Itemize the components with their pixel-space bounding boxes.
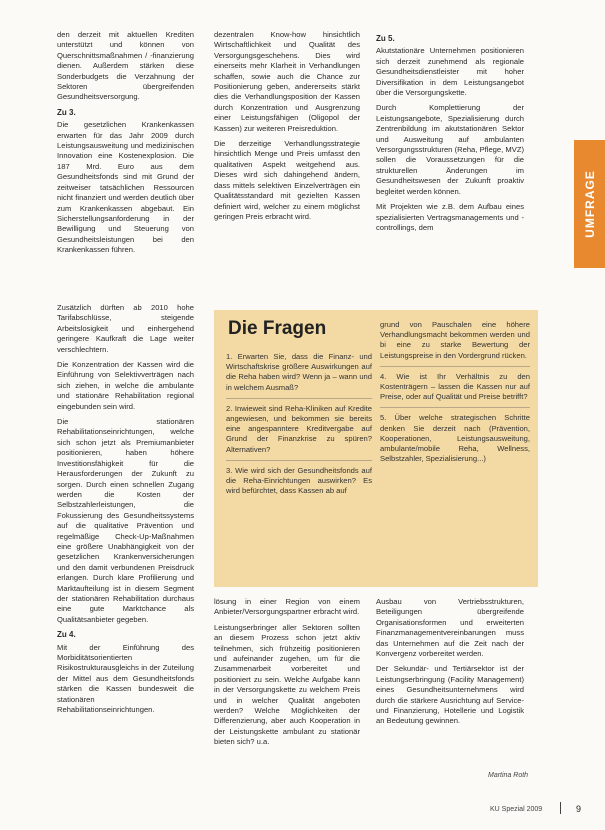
paragraph: Akutstationäre Unternehmen positionieren sich derzeit zunehmend als regionale Gesundheitsdienstleister mit hoher Diversifikation in dem Leistungsangebot über die Versorgungskette. xyxy=(376,46,524,98)
page-number: 9 xyxy=(576,804,582,814)
questions-column-right xyxy=(380,320,530,469)
question-5: 5. Über welche strategischen Schritte denken Sie derzeit nach (Prävention, Kooperationen, Leistungsausweitung, ambulante/mobile Reha, Wellness, Selbstzahler, Spezialisierung...) xyxy=(380,413,530,464)
questions-column-left xyxy=(226,352,372,501)
paragraph: Zusätzlich dürften ab 2010 hohe Tarifabschlüsse, steigende Arbeitslosigkeit und einhergehend geringere Kaufkraft die Lage weiter verschlechtern. xyxy=(57,303,194,354)
column-3-bottom xyxy=(376,597,524,732)
section-tab-label: UMFRAGE xyxy=(582,170,597,238)
question-3-continued: grund von Pauschalen eine höhere Verhandlungsmacht bekommen werden und bi eine zu starke Bewertung der Leistungspreise in den Vordergrund rücken. xyxy=(380,320,530,360)
paragraph: lösung in einer Region von einem Anbieter/Versorgungspartner erbracht wird. xyxy=(214,597,360,617)
paragraph: Die Konzentration der Kassen wird die Einführung von Selektivverträgen nach sich ziehen, in welche die ambulante und stationäre Rehabilitation regional eingebunden sein wird. xyxy=(57,360,194,411)
questions-box xyxy=(214,310,538,587)
questions-title: Die Fragen xyxy=(228,318,327,339)
paragraph: Mit Projekten wie z.B. dem Aufbau eines spezialisierten Vertragsmanagements und -controllings, dem xyxy=(376,202,524,232)
question-2: 2. Inwieweit sind Reha-Kliniken auf Kredite angewiesen, und bekommen sie bereits eine angespanntere Kreditvergabe auf Grund der Finanzkrise zu spüren? Alternativen? xyxy=(226,403,372,454)
column-2-top xyxy=(214,30,360,227)
paragraph: Ausbau von Vertriebsstrukturen, Beteiligungen übergreifende Organisationsformen und erweiterten Finanzmanagementvereinbarungen muss das Unternehmen auf die Zeit nach der Konvergenz vorbereitet werden. xyxy=(376,597,524,659)
paragraph: den derzeit mit aktuellen Krediten unterstützt und können von Querschnittsmaßnahmen / -finanzierung dienen. Außerdem stärken diese Sonderbudgets die Verzahnung der Sektoren übergreifenden Gesundheitsversorgung. xyxy=(57,30,194,102)
paragraph: Leistungserbringer aller Sektoren sollten an diesem Prozess schon jetzt aktiv teilnehmen, sich frühzeitig positionieren und aufeinander zugehen, um für die Zusammenarbeit vorbereitet und positioniert zu sein. Welche Aufgabe kann in der Versorgungskette zu welchem Preis und in welcher Qualität angeboten werden? Welche Möglichkeiten der Differenzierung, aber auch Kooperation in der Leistungskette ambulant zu stationär bieten sich? u.a. xyxy=(214,622,360,747)
footer-divider xyxy=(560,802,561,814)
column-1-bottom xyxy=(57,303,194,720)
paragraph: Mit der Einführung des Morbiditätsorientierten Risikostrukturausgleichs in der Zuteilung der Mittel aus dem Gesundheitsfonds stärken die Kassen bundesweit die stationären Rehabilitationseinrichtungen. xyxy=(57,642,194,715)
paragraph: Die derzeitige Verhandlungsstrategie hinsichtlich Menge und Preis umfasst den qualitativen Aspekt weitgehend aus. Dieses wird sich dahingehend ändern, dass mittels selektiven Einzelverträgen ein Qualitätsstandard mit gezielten Kassen definiert wird, welcher zu einem möglichst geringen Preis erbracht wird. xyxy=(214,139,360,221)
section-tab-umfrage xyxy=(574,140,605,268)
paragraph: Der Sekundär- und Tertiärsektor ist der Leistungserbringung (Facility Management) eines Gesundheitsunternehmens wird durch die stärkere Ausrichtung auf Service- und Finanzierung, Hotellerie und Logistik an Bedeutung gewinnen. xyxy=(376,664,524,726)
paragraph: Durch Komplettierung der Leistungsangebote, Spezialisierung durch Zentrenbildung im akutstationären Sektor und Ausweitung auf ambulanten Versorgungsstrukturen (Reha, Pflege, MVZ) sollen die Voraussetzungen für die strukturellen Änderungen im Gesundheitswesen der Zukunft proaktiv begleitet werden können. xyxy=(376,103,524,196)
footer-journal: KU Spezial 2009 xyxy=(490,806,543,813)
column-3-top xyxy=(376,30,524,238)
question-3: 3. Wie wird sich der Gesundheitsfonds auf die Reha-Einrichtungen auswirken? Es wird befürchtet, dass Kassen ab auf xyxy=(226,465,372,496)
column-2-bottom xyxy=(214,597,360,753)
section-heading: Zu 5. xyxy=(376,34,395,43)
paragraph: Die gesetzlichen Krankenkassen erwarten für das Jahr 2009 durch Leistungsausweitung und medizinischen Innovation eine Kostenexplosion. Die 187 Mrd. Euro aus dem Gesundheitsfonds sind mit Grund der zeitweiser tatsächlichen Ressourcen nicht finanziert und werden deutlich über zum Krankenkassen abgebaut. Ein Sicherstellungsanforderung in der Bewilligung und Steuerung von Gesundheitsleistungen bei den Krankenkassen führen. xyxy=(57,120,194,255)
section-heading: Zu 4. xyxy=(57,630,76,640)
question-4: 4. Wie ist Ihr Verhältnis zu den Kostenträgern – lassen die Kassen nur auf Preise, oder auf Qualität und Preise betrifft? xyxy=(380,371,530,402)
question-1: 1. Erwarten Sie, dass die Finanz- und Wirtschaftskrise größere Auswirkungen auf die Reha haben wird? Wenn ja – wann und in welchem Ausmaß? xyxy=(226,352,372,392)
author-name: Martina Roth xyxy=(488,772,529,779)
paragraph: Die stationären Rehabilitationseinrichtungen, welche sich schon jetzt als Premiumanbieter positionieren, haben höhere Investitionsfähigkeit für die Herausforderungen der Zukunft zu sorgen. Durch einen schnellen Zugang werden die Kosten der Selbstzahlerleistungen, die Fokussierung des Gesundheitssystems auf die qualitative Prävention und regelmäßige Check-Up-Maßnahmen eine größere Unabhängigkeit von der gesetzlichen Krankenversicherungen und den damit verbundenen Preisdruck erlangen. Durch klare Profilierung und Marktaufteilung ist in diesem Segment der stationären Rehabilitation durchaus eine gute Marktchance als Qualitätsanbieter gegeben. xyxy=(57,417,194,624)
paragraph: dezentralen Know-how hinsichtlich Wirtschaftlichkeit und Qualität des Versorgungsgeschehens. Dies wird einerseits mehr Klarheit in Verhandlungen schaffen, sowie auch die Chance zur Positionierung geben, andererseits stärkt dies die Verhandlungsposition der Kassen durch Konzentration und Ausgrenzung einer Leistungsfähigen (Oligopol der Kassen) zur weiteren Preisreduktion. xyxy=(214,30,360,133)
section-heading: Zu 3. xyxy=(57,107,76,117)
column-1-top xyxy=(57,30,194,261)
